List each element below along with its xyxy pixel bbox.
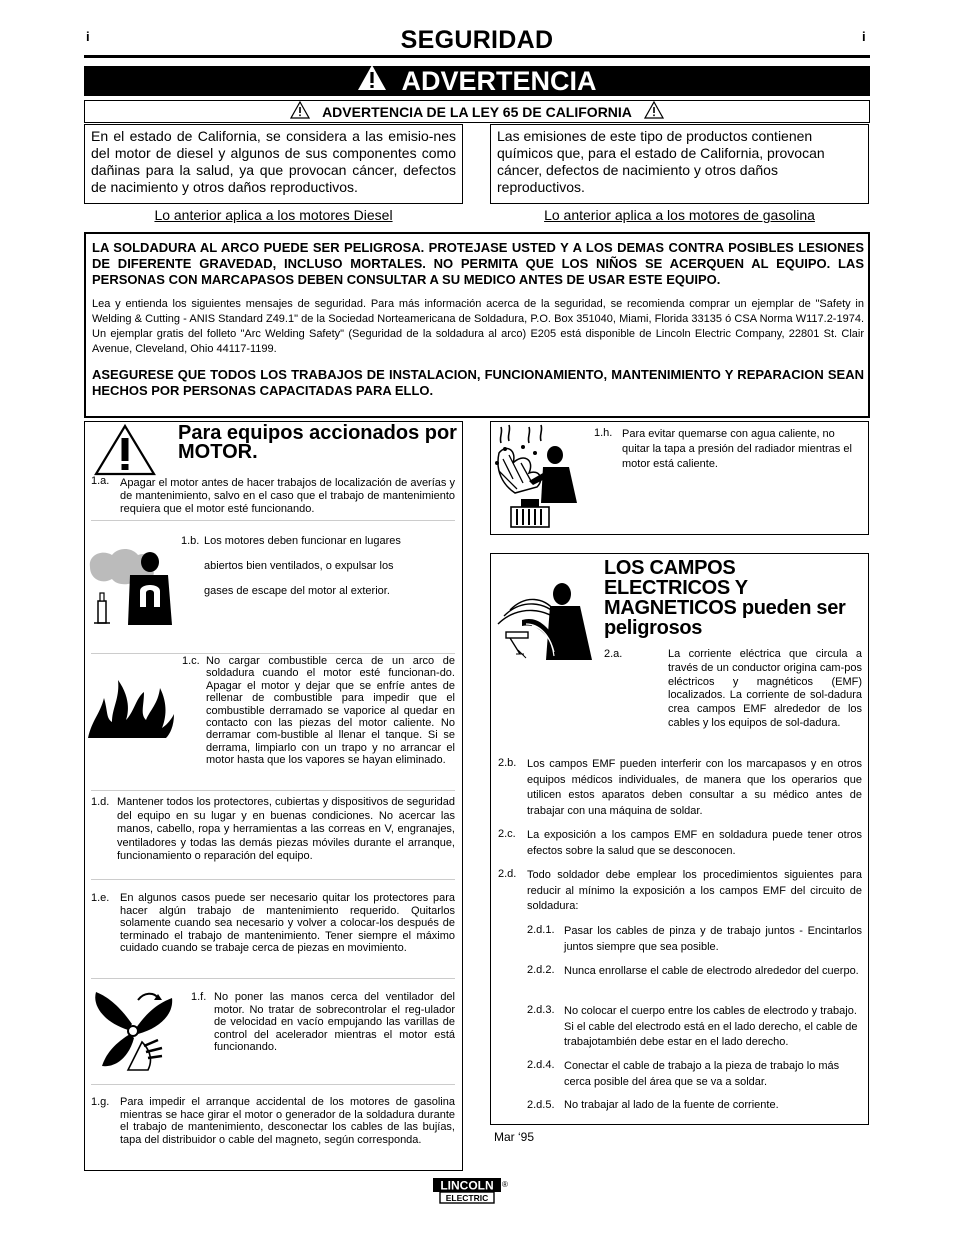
warning-triangle-icon [290, 101, 310, 122]
fire-icon [86, 668, 176, 745]
item-1e-text: En algunos casos puede ser necesario quitar los protectores para hacer algún trabajo de mantenimiento requerido. Quitarlos solamente cuando sea necesario y volver a colocar-los después de terminado el trabajo de mantenimiento. Tener siempre el máximo cuidado cuando se trabaje cerca de piezas en movimiento. [120, 892, 455, 955]
gas-caption: Lo anterior aplica a los motores de gasolina [544, 207, 815, 223]
logo-top-text: LINCOLN [440, 1178, 494, 1193]
diesel-caption: Lo anterior aplica a los motores Diesel [154, 207, 393, 223]
california-gas-text: Las emisiones de este tipo de productos contienen químicos que, para el estado de California, provocan cáncer, defectos de nacimiento y otros daños reproductivos. [490, 124, 869, 204]
california-header-text: ADVERTENCIA DE LA LEY 65 DE CALIFORNIA [322, 103, 632, 120]
item-2c-number: 2.c. [498, 828, 516, 840]
item-2a-text: La corriente eléctrica que circula a través de un conductor origina cam-pos eléctricos y magnéticos (EMF) localizados. La corriente de sol-dadura crea campos EMF alrededor de los cables y los equipos de sol-dadura. [668, 648, 862, 729]
item-1b-line2: abiertos bien ventilados, o expulsar los [204, 560, 394, 572]
item-1h-text: Para evitar quemarse con agua caliente, no quitar la tapa a presión del radiador mientras el motor está caliente. [622, 428, 852, 470]
section-title: SEGURIDAD [400, 26, 554, 54]
main-warning-outro: ASEGURESE QUE TODOS LOS TRABAJOS DE INSTALACION, FUNCIONAMIENTO, MANTENIMIENTO Y REPARACION SEAN HECHOS POR PERSONAS CAPACITADAS PARA ELLO. [92, 367, 864, 398]
fan-hand-icon [88, 984, 176, 1077]
item-2d-text: Todo soldador debe emplear los procedimientos siguientes para reducir al mínimo la exposición a los campos EMF del circuito de soldadura: [527, 869, 862, 913]
item-2a-number: 2.a. [604, 648, 623, 660]
item-1b-line3: gases de escape del motor al exterior. [204, 585, 390, 597]
emf-welder-icon [496, 580, 596, 665]
item-1c-number: 1.c. [182, 655, 200, 667]
item-2c-text: La exposición a los campos EMF en soldadura puede tener otros efectos sobre la salud que se desconocen. [527, 829, 862, 857]
emf-heading: LOS CAMPOS ELECTRICOS Y MAGNETICOS pueden ser peligrosos [604, 557, 846, 639]
motor-heading: Para equipos accionados por MOTOR. [178, 422, 457, 463]
item-2d5-text: No trabajar al lado de la fuente de corriente. [564, 1099, 779, 1111]
lincoln-electric-logo [432, 1177, 510, 1207]
item-2d5-number: 2.d.5. [527, 1099, 555, 1111]
california-diesel-text: En el estado de California, se considera a las emisio-nes del motor de diesel y algunos de sus componentes como dañinas para la salud, ya que provocan cáncer, defectos de nacimiento y otros daños reproductivos. [84, 124, 463, 204]
item-2d4-text: Conectar el cable de trabajo a la pieza de trabajo lo más cerca posible del área que se va a soldar. [564, 1060, 840, 1088]
title-rule [84, 55, 870, 58]
banner-text: ADVERTENCIA [401, 65, 597, 96]
warning-triangle-icon [94, 424, 156, 481]
item-1b-number: 1.b. [181, 535, 200, 547]
item-2d2-text: Nunca enrollarse el cable de electrodo alrededor del cuerpo. [564, 965, 859, 977]
california-header [84, 100, 870, 123]
item-1a-text: Apagar el motor antes de hacer trabajos de localización de averías y de mantenimiento, salvo en el caso que el trabajo de mantenimiento requiera que el motor esté funcionando. [120, 477, 455, 515]
divider [91, 790, 455, 791]
item-2d2-number: 2.d.2. [527, 964, 555, 976]
item-1f-text: No poner las manos cerca del ventilador del motor. No tratar de sobrecontrolar el reg-ulador de velocidad en vacío empujando las varillas de control del acelerador mientras el motor está funcionando. [214, 991, 455, 1054]
item-2d1-text: Pasar los cables de pinza y de trabajo juntos - Encintarlos juntos siempre que sea posible. [564, 925, 862, 953]
item-2d-number: 2.d. [498, 868, 517, 880]
main-warning-body: Lea y entienda los siguientes mensajes de seguridad. Para más información acerca de la seguridad, se recomienda comprar un ejemplar de "Safety in Welding & Cutting - ANIS Standard Z49.1" de la Sociedad Norteamericana de Soldadura, P.O. Box 351040, Miami, Florida 33135 ó CSA Norma W117.2-1974. Un ejemplar gratis del folleto "Arc Welding Safety" (Seguridad de la soldadura al arco) E205 está disponible de Lincoln Electric Company, 22801 St. Clair Avenue, Cleveland, Ohio 44117-1199. [92, 298, 864, 355]
warning-banner [84, 66, 870, 96]
item-1d-number: 1.d. [91, 796, 110, 808]
item-1b-line1: Los motores deben funcionar en lugares [204, 535, 401, 547]
divider [91, 879, 455, 880]
page-number-left: i [86, 29, 90, 44]
divider [91, 978, 455, 979]
item-2b-text: Los campos EMF pueden interferir con los marcapasos y en otros equipos médicos individuales, de manera que los operarios que utilicen estos aparatos deben consultar a su médico antes de trabajar con una máquina de soldar. [527, 758, 862, 817]
item-1g-number: 1.g. [91, 1096, 110, 1108]
divider [91, 1084, 455, 1085]
divider [91, 653, 455, 654]
item-2b-number: 2.b. [498, 757, 517, 769]
item-1g-text: Para impedir el arranque accidental de los motores de gasolina mientras se hace girar el motor o generador de la soldadura durante el trabajo de mantenimiento, desconectar los cables de las bujías, tapa del distribuidor o cable del magneto, según corresponda. [120, 1096, 455, 1146]
item-1c-text: No cargar combustible cerca de un arco de soldadura cuando el motor esté funcionan-do. Apagar el motor y dejar que se enfríe antes de rellenar de combustible para impedir que el combustible derramado se vaporice al quedar en contacto con las piezas del motor caliente. No derramar com-bustible al llenar el tanque. Si se derrama, limpiarlo con un trapo y no arrancar el motor hasta que los vapores se hayan eliminado. [206, 655, 455, 767]
main-warning-box [84, 232, 870, 418]
fumes-icon [88, 545, 184, 632]
revision-date: Mar ‘95 [494, 1130, 535, 1144]
logo-bottom-text: ELECTRIC [445, 1193, 489, 1203]
item-1a-number: 1.a. [91, 475, 110, 487]
item-2d4-number: 2.d.4. [527, 1059, 555, 1071]
item-2d3-text: No colocar el cuerpo entre los cables de electrodo y trabajo. Si el cable del electrodo está en el lado derecho, el cable de trabajotambién debe estar en el lado derecho. [564, 1005, 858, 1049]
item-1d-text: Mantener todos los protectores, cubiertas y dispositivos de seguridad del equipo en su lugar y en buenas condiciones. No acercar las manos, cabello, ropa y herramientas a las correas en V, engranajes, ventiladores y todas las demás piezas móviles durante el arranque, funcionamiento o reparación del equipo. [117, 796, 455, 862]
warning-triangle-icon [357, 64, 387, 98]
divider [91, 520, 455, 521]
main-warning-intro: LA SOLDADURA AL ARCO PUEDE SER PELIGROSA. PROTEJASE USTED Y A LOS DEMAS CONTRA POSIBLES LESIONES DE DIFERENTE GRAVEDAD, INCLUSO MORTALES. NO PERMITA QUE LOS NIÑOS SE ACERQUEN AL EQUIPO. LAS PERSONAS CON MARCAPASOS DEBEN CONSULTAR A SU MEDICO ANTES DE USAR ESTE EQUIPO. [92, 240, 864, 287]
hot-radiator-icon [493, 423, 583, 534]
item-2d1-number: 2.d.1. [527, 924, 555, 936]
warning-triangle-icon [644, 101, 664, 122]
item-1e-number: 1.e. [91, 892, 110, 904]
page-number-right: i [862, 29, 866, 44]
item-1f-number: 1.f. [191, 991, 207, 1003]
logo-registered-mark: ® [502, 1180, 508, 1189]
item-1h-number: 1.h. [594, 427, 613, 439]
item-2d3-number: 2.d.3. [527, 1004, 555, 1016]
